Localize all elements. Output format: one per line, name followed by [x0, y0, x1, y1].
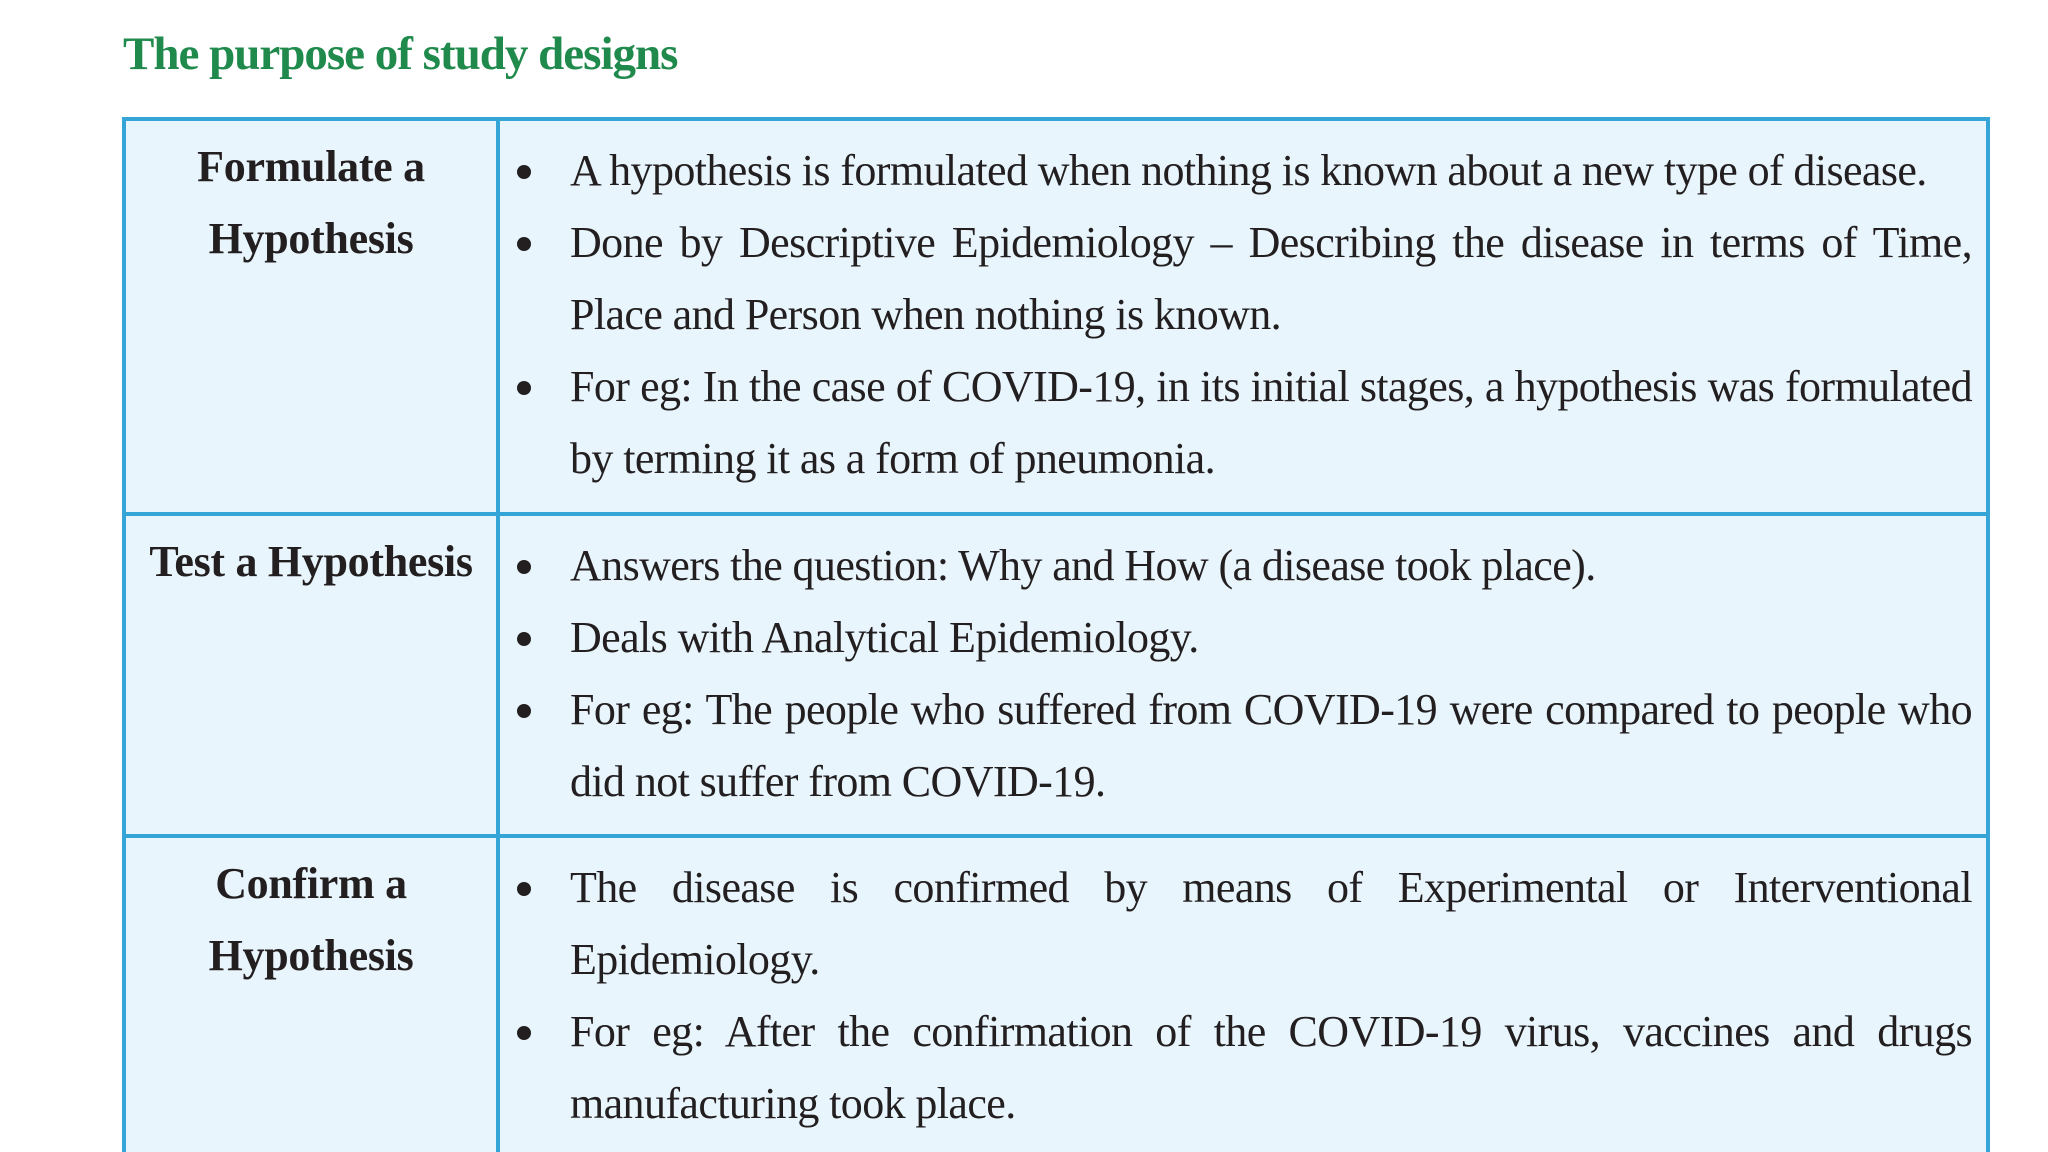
purpose-cell — [124, 514, 498, 836]
table-row — [124, 119, 1988, 514]
table-row — [124, 836, 1988, 1152]
page-title: The purpose of study designs — [123, 28, 678, 80]
purpose-label: Confirm a Hypothesis — [208, 859, 414, 980]
description-cell — [498, 514, 1988, 836]
description-cell — [498, 119, 1988, 514]
purpose-cell — [124, 836, 498, 1152]
list-item: Answers the question: Why and How (a disease took place). — [500, 530, 1972, 602]
bullet-list — [500, 516, 1986, 818]
bullet-list — [500, 121, 1986, 495]
list-item: For eg: In the case of COVID-19, in its initial stages, a hypothesis was formulated by terming it as a form of pneumonia. — [500, 351, 1972, 495]
list-item: For eg: The people who suffered from COVID-19 were compared to people who did not suffer from COVID-19. — [500, 674, 1972, 818]
purpose-label: Test a Hypothesis — [149, 537, 473, 586]
description-cell — [498, 836, 1988, 1152]
study-designs-table — [122, 117, 1990, 1152]
list-item: The disease is confirmed by means of Experimental or Interventional Epidemiology. — [500, 852, 1972, 996]
table-row — [124, 514, 1988, 836]
purpose-label: Formulate a Hypothesis — [197, 142, 425, 263]
list-item: Done by Descriptive Epidemiology – Describing the disease in terms of Time, Place and Person when nothing is known. — [500, 207, 1972, 351]
list-item: Deals with Analytical Epidemiology. — [500, 602, 1972, 674]
bullet-list — [500, 838, 1986, 1140]
list-item: A hypothesis is formulated when nothing is known about a new type of disease. — [500, 135, 1972, 207]
purpose-cell — [124, 119, 498, 514]
list-item: For eg: After the confirmation of the COVID-19 virus, vaccines and drugs manufacturing took place. — [500, 996, 1972, 1140]
